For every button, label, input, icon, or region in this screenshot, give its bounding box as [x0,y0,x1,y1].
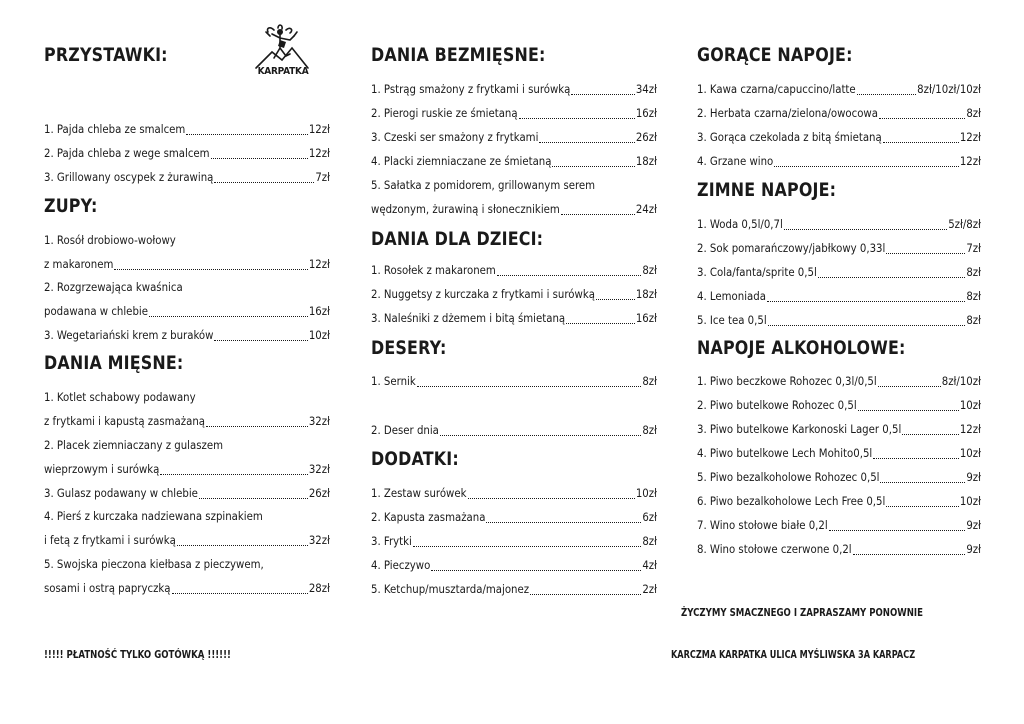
menu-item-line: 1. Rosół drobiowo-wołowy [44,234,176,247]
menu-item-line: 1. Kotlet schabowy podawany [44,391,196,404]
restaurant-address: KARCZMA KARPATKA ULICA MYŚLIWSKA 3A KARPACZ [671,648,916,661]
menu-item: sosami i ostrą papryczką 28zł [44,582,330,595]
menu-item: 8. Wino stołowe czerwone 0,2l 9zł [697,543,981,556]
menu-item: 4. Grzane wino 12zł [697,155,981,168]
menu-item: 3. Gorąca czekolada z bitą śmietaną 12zł [697,131,981,144]
menu-item: 1. Piwo beczkowe Rohozec 0,3l/0,5l 8zł/10zł [697,375,981,388]
karpatka-logo [250,22,314,88]
menu-item: 4. Placki ziemniaczane ze śmietaną 18zł [371,155,657,168]
menu-item: 2. Piwo butelkowe Rohozec 0,5l 10zł [697,399,981,412]
menu-item: 3. Wegetariański krem z buraków 10zł [44,329,330,342]
menu-item: 3. Naleśniki z dżemem i bitą śmietaną 16zł [371,312,657,325]
menu-item: 4. Pieczywo 4zł [371,559,657,572]
menu-item: 4. Lemoniada 8zł [697,290,981,303]
menu-item: 1. Kawa czarna/capuccino/latte 8zł/10zł/10zł [697,83,981,96]
section-title-dodatki: DODATKI: [371,449,459,470]
menu-item: 5. Ice tea 0,5l 8zł [697,314,981,327]
section-title-dania-dla-dzieci: DANIA DLA DZIECI: [371,229,544,250]
section-title-gorace-napoje: GORĄCE NAPOJE: [697,45,853,66]
menu-item: 3. Piwo butelkowe Karkonoski Lager 0,5l 12zł [697,423,981,436]
section-desery [371,338,657,360]
section-gorace-napoje [697,45,981,67]
section-title-zimne-napoje: ZIMNE NAPOJE: [697,180,837,201]
menu-item: 2. Herbata czarna/zielona/owocowa 8zł [697,107,981,120]
menu-item: 2. Sok pomarańczowy/jabłkowy 0,33l 7zł [697,242,981,255]
menu-item: 1. Pstrąg smażony z frytkami i surówką 34zł [371,83,657,96]
section-zimne-napoje [697,180,981,202]
menu-item-line: 5. Swojska pieczona kiełbasa z pieczywem, [44,558,264,571]
menu-item: 2. Pierogi ruskie ze śmietaną 16zł [371,107,657,120]
menu-item: 6. Piwo bezalkoholowe Lech Free 0,5l 10zł [697,495,981,508]
section-title-napoje-alkoholowe: NAPOJE ALKOHOLOWE: [697,338,906,359]
menu-item-line: 2. Placek ziemniaczany z gulaszem [44,439,223,452]
menu-item-line: 4. Pierś z kurczaka nadziewana szpinakiem [44,510,263,523]
menu-item: podawana w chlebie 16zł [44,305,330,318]
section-napoje-alkoholowe [697,338,981,360]
section-dania-bezmiesne [371,45,657,67]
menu-item: z frytkami i kapustą zasmażaną 32zł [44,415,330,428]
menu-item: 3. Grillowany oscypek z żurawiną 7zł [44,171,330,184]
menu-item: 1. Sernik 8zł [371,375,657,388]
wishes-text: ŻYCZYMY SMACZNEGO I ZAPRASZAMY PONOWNIE [681,606,923,619]
logo-text: KARPATKA [257,66,309,77]
column-left [44,0,330,724]
section-title-zupy: ZUPY: [44,196,98,217]
menu-item: 3. Czeski ser smażony z frytkami 26zł [371,131,657,144]
menu-item: z makaronem 12zł [44,258,330,271]
menu-item: 1. Rosołek z makaronem 8zł [371,264,657,277]
menu-item: wieprzowym i surówką 32zł [44,463,330,476]
menu-item: 2. Deser dnia 8zł [371,424,657,437]
menu-item: i fetą z frytkami i surówką 32zł [44,534,330,547]
menu-item: 5. Piwo bezalkoholowe Rohozec 0,5l 9zł [697,471,981,484]
section-zupy [44,196,330,218]
menu-item: 3. Frytki 8zł [371,535,657,548]
section-title-dania-bezmiesne: DANIA BEZMIĘSNE: [371,45,546,66]
menu-item: 2. Nuggetsy z kurczaka z frytkami i surówką 18zł [371,288,657,301]
menu-item: 4. Piwo butelkowe Lech Mohito0,5l 10zł [697,447,981,460]
menu-item: 7. Wino stołowe białe 0,2l 9zł [697,519,981,532]
menu-item: 2. Kapusta zasmażana 6zł [371,511,657,524]
menu-item: 1. Zestaw surówek 10zł [371,487,657,500]
menu-item: 2. Pajda chleba z wege smalcem 12zł [44,147,330,160]
section-title-przystawki: PRZYSTAWKI: [44,45,168,66]
menu-item: wędzonym, żurawiną i słonecznikiem 24zł [371,203,657,216]
section-title-desery: DESERY: [371,338,447,359]
menu-item: 1. Pajda chleba ze smalcem 12zł [44,123,330,136]
section-dodatki [371,449,657,471]
column-middle [371,0,657,724]
section-title-dania-miesne: DANIA MIĘSNE: [44,353,184,374]
payment-notice: !!!!! PŁATNOŚĆ TYLKO GOTÓWKĄ !!!!!! [44,648,231,661]
menu-item-line: 5. Sałatka z pomidorem, grillowanym serem [371,179,596,192]
menu-item-line: 2. Rozgrzewająca kwaśnica [44,281,183,294]
menu-item: 1. Woda 0,5l/0,7l 5zł/8zł [697,218,981,231]
menu-item: 5. Ketchup/musztarda/majonez 2zł [371,583,657,596]
menu-item: 3. Cola/fanta/sprite 0,5l 8zł [697,266,981,279]
dancing-figure-icon [250,22,314,88]
section-dania-dla-dzieci [371,229,657,251]
menu-item: 3. Gulasz podawany w chlebie 26zł [44,487,330,500]
section-dania-miesne [44,353,330,375]
